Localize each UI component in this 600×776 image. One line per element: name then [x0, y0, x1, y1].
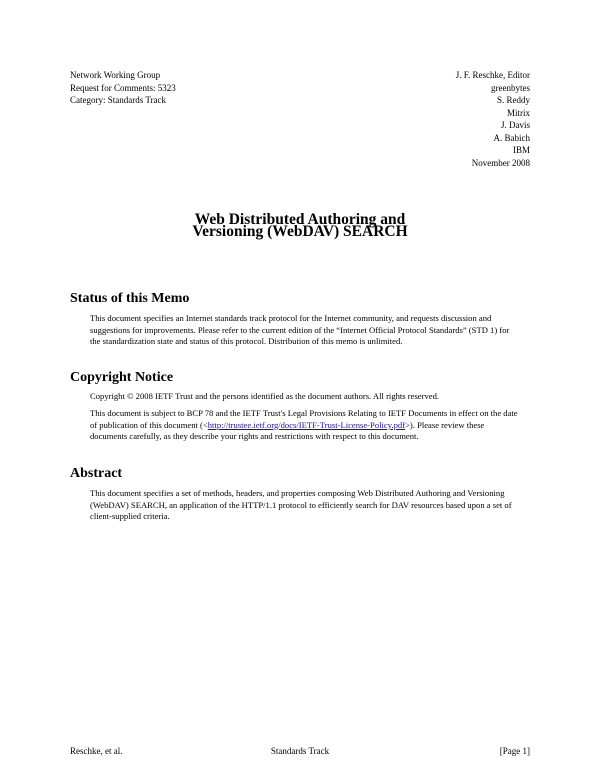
title-line-1: Web Distributed Authoring and: [194, 211, 406, 228]
header-author-reddy: S. Reddy: [496, 95, 530, 105]
header-org-greenbytes: greenbytes: [491, 82, 530, 93]
title-line-2: Versioning (WebDAV) SEARCH: [192, 223, 408, 240]
header-rfc-number: Request for Comments: 5323: [70, 82, 176, 93]
header-left-block: [70, 69, 176, 107]
copyright-heading: Copyright Notice: [70, 370, 174, 385]
header-author-babich: A. Babich: [493, 132, 530, 143]
footer-category: Standards Track: [270, 746, 330, 756]
copyright-text-after-link: >). Please review these documents carefully, as they describe your rights and restrictions with respect to this document.: [90, 419, 485, 442]
copyright-text-before-link: This document is subject to BCP 78 and the IETF Trust's Legal Provisions Relating to IETF Documents in effect on the date of publication of this document (<: [90, 408, 518, 430]
status-heading: Status of this Memo: [70, 291, 190, 306]
header-working-group: Network Working Group: [70, 70, 161, 80]
header-date: November 2008: [471, 157, 530, 168]
header-author-davis: J. Davis: [501, 120, 530, 130]
license-policy-link[interactable]: http://trustee.ietf.org/docs/IETF-Trust-License-Policy.pdf: [207, 419, 406, 430]
header-right-block: [456, 69, 530, 169]
header-author-editor: J. F. Reschke, Editor: [455, 70, 530, 80]
header-category: Category: Standards Track: [70, 95, 166, 105]
document-title: [0, 211, 600, 240]
footer-authors: Reschke, et al.: [70, 746, 123, 756]
status-paragraph: This document specifies an Internet standards track protocol for the Internet community, and requests discussion and suggestions for improvements. Please refer to the current edition of the “Internet Official Protocol Standards” (STD 1) for the standardization state and status of this protocol. Distribution of this memo is unlimited.: [90, 313, 510, 347]
header-org-ibm: IBM: [512, 145, 530, 155]
abstract-heading: Abstract: [70, 466, 123, 481]
footer-page-number: [Page 1]: [499, 746, 530, 756]
header-org-mitrix: Mitrix: [506, 107, 530, 118]
abstract-paragraph: This document specifies a set of methods, headers, and properties composing Web Distributed Authoring and Versioning (WebDAV) SEARCH, an application of the HTTP/1.1 protocol to efficiently search for DAV resources based upon a set of client-supplied criteria.: [90, 488, 512, 522]
copyright-paragraph-2: [90, 408, 522, 443]
copyright-paragraph-1: Copyright © 2008 IETF Trust and the persons identified as the document authors. All rights reserved.: [90, 391, 440, 401]
